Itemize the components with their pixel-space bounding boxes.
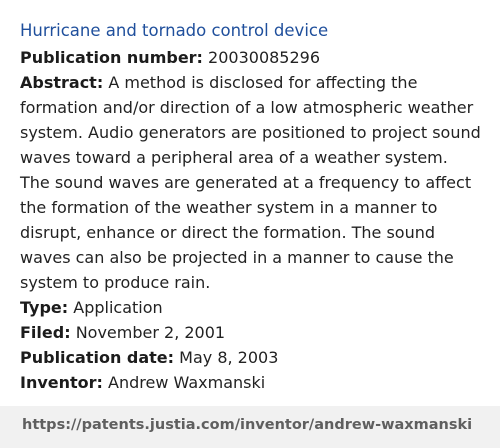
abstract-label: Abstract: xyxy=(20,73,104,92)
type-value: Application xyxy=(73,298,163,317)
inventor-label: Inventor: xyxy=(20,373,103,392)
publication-number-value: 20030085296 xyxy=(208,48,321,67)
publication-number-row xyxy=(20,45,486,70)
type-label: Type: xyxy=(20,298,69,317)
filed-label: Filed: xyxy=(20,323,71,342)
abstract-text: A method is disclosed for affecting the formation and/or direction of a low atmospheric weather system. Audio generators are positioned to project sound waves toward a peripheral area of a weather system. The sound waves are generated at a frequency to affect the formation of the weather system in a manner to disrupt, enhance or direct the formation. The sound waves can also be projected in a manner to cause the system to produce rain. xyxy=(20,73,481,292)
type-row xyxy=(20,295,486,320)
abstract-row xyxy=(20,70,486,295)
publication-number-label: Publication number: xyxy=(20,48,203,67)
inventor-row xyxy=(20,370,486,395)
patent-title-link[interactable]: Hurricane and tornado control device xyxy=(20,21,329,40)
filed-row xyxy=(20,320,486,345)
publication-date-row xyxy=(20,345,486,370)
filed-value: November 2, 2001 xyxy=(75,323,226,342)
publication-date-value: May 8, 2003 xyxy=(179,348,279,367)
source-url-bar xyxy=(0,406,500,448)
source-url-link[interactable]: https://patents.justia.com/inventor/andrew-waxmanski xyxy=(22,417,473,433)
inventor-value[interactable]: Andrew Waxmanski xyxy=(108,373,266,392)
publication-date-label: Publication date: xyxy=(20,348,175,367)
